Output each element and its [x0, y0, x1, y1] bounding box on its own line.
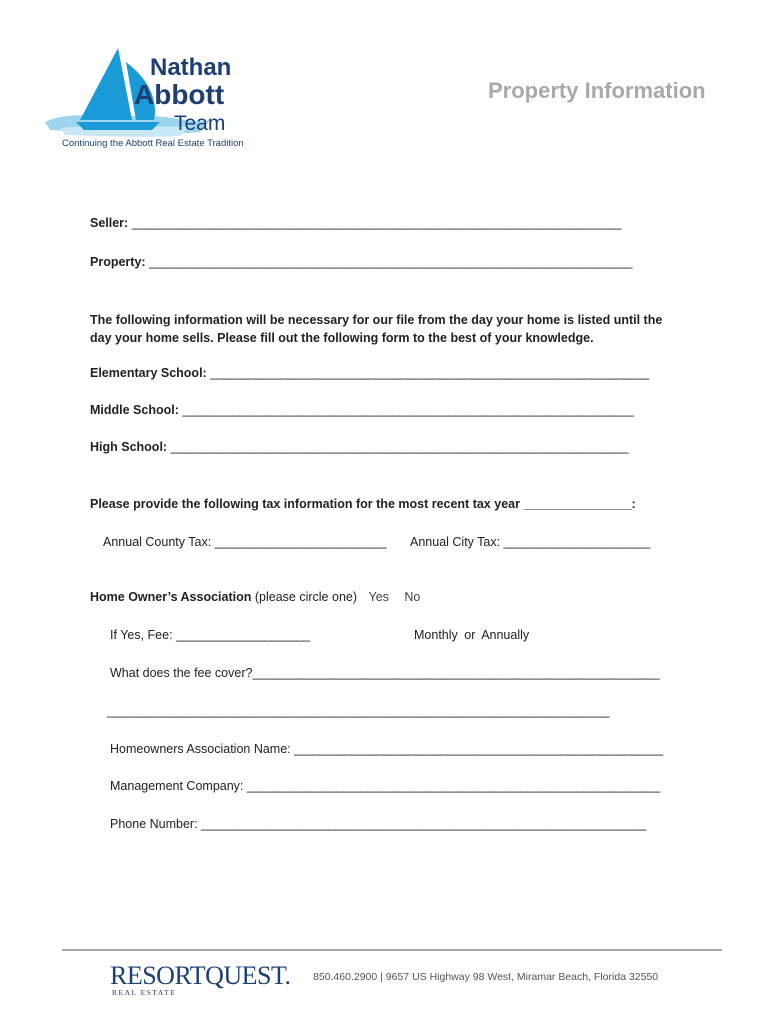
hoa-phone-field[interactable]: ______________________________________________________________________	[201, 817, 646, 831]
county-tax-row	[103, 535, 386, 549]
hoa-name-field[interactable]: __________________________________________________________	[294, 742, 663, 756]
hoa-cover-label: What does the fee cover?	[110, 666, 253, 680]
footer-divider	[62, 949, 722, 951]
hoa-mgmt-field[interactable]: _________________________________________________________________	[246, 779, 660, 793]
elementary-label: Elementary School:	[90, 366, 207, 380]
hoa-fee-field[interactable]: _____________________	[176, 628, 310, 642]
hoa-yes-option[interactable]: Yes	[368, 590, 389, 604]
hoa-frequency-row	[414, 628, 529, 642]
hoa-heading-row	[90, 590, 420, 604]
middle-label: Middle School:	[90, 403, 179, 417]
city-tax-row	[410, 535, 650, 549]
brand-line3: Team	[174, 112, 226, 135]
hoa-cover-field-2[interactable]: _______________________________________________________________________________	[107, 704, 609, 718]
hoa-phone-label: Phone Number:	[110, 817, 198, 831]
resortquest-wordmark: RESORTQUEST.	[110, 961, 290, 990]
hoa-cover-field[interactable]: ________________________________________________________________	[252, 666, 659, 680]
county-tax-label: Annual County Tax:	[103, 535, 212, 549]
hoa-phone-row	[110, 817, 646, 831]
property-label: Property:	[90, 255, 146, 269]
seller-label: Seller:	[90, 216, 129, 230]
sailboat-logo-icon	[40, 40, 250, 155]
hoa-annually-option[interactable]: Annually	[481, 628, 530, 642]
brand-tagline: Continuing the Abbott Real Estate Tradition	[62, 138, 244, 149]
hoa-monthly-option[interactable]: Monthly	[414, 628, 458, 642]
hoa-fee-row	[110, 628, 309, 642]
page-title: Property Information	[488, 78, 706, 103]
hoa-circle-prompt: (please circle one)	[254, 590, 358, 604]
tax-heading: Please provide the following tax information for the most recent tax year	[90, 497, 520, 511]
seller-field[interactable]: _____________________________________________________________________________	[131, 216, 621, 230]
hoa-name-label: Homeowners Association Name:	[110, 742, 291, 756]
hoa-mgmt-row	[110, 779, 660, 793]
property-field[interactable]: ____________________________________________________________________________	[149, 255, 632, 269]
high-row	[90, 440, 628, 454]
tax-year-field[interactable]: _________________	[523, 497, 632, 511]
hoa-mgmt-label: Management Company:	[110, 779, 244, 793]
property-row	[90, 255, 632, 269]
county-tax-field[interactable]: ___________________________	[214, 535, 387, 549]
hoa-name-row	[110, 742, 663, 756]
tax-heading-row	[90, 497, 636, 511]
hoa-no-option[interactable]: No	[404, 590, 421, 604]
resortquest-logo	[110, 958, 290, 1003]
tax-year-colon: :	[631, 497, 636, 511]
middle-field[interactable]: _______________________________________________________________________	[182, 403, 634, 417]
intro-paragraph: The following information will be necessary for our file from the day your home is listed until the day your home sells. Please fill out the following form to the best of your knowledge.	[90, 313, 663, 345]
hoa-or-text: or	[464, 628, 476, 642]
brand-line1: Nathan	[150, 54, 232, 81]
nathan-abbott-team-logo	[40, 40, 250, 155]
hoa-heading: Home Owner’s Association	[90, 590, 252, 604]
brand-line2: Abbott	[134, 79, 225, 110]
city-tax-field[interactable]: _______________________	[503, 535, 650, 549]
elementary-field[interactable]: _____________________________________________________________________	[210, 366, 649, 380]
hoa-fee-label: If Yes, Fee:	[110, 628, 173, 642]
seller-row	[90, 216, 621, 230]
resortquest-logo-icon	[110, 958, 290, 998]
high-label: High School:	[90, 440, 168, 454]
elementary-row	[90, 366, 648, 380]
resortquest-subtext: REAL ESTATE	[112, 988, 177, 997]
high-field[interactable]: ________________________________________________________________________	[170, 440, 628, 454]
middle-row	[90, 403, 633, 417]
footer-contact: 850.460.2900 | 9657 US Highway 98 West, Miramar Beach, Florida 32550	[313, 971, 659, 983]
hoa-cover-row	[110, 666, 659, 680]
city-tax-label: Annual City Tax:	[410, 535, 501, 549]
